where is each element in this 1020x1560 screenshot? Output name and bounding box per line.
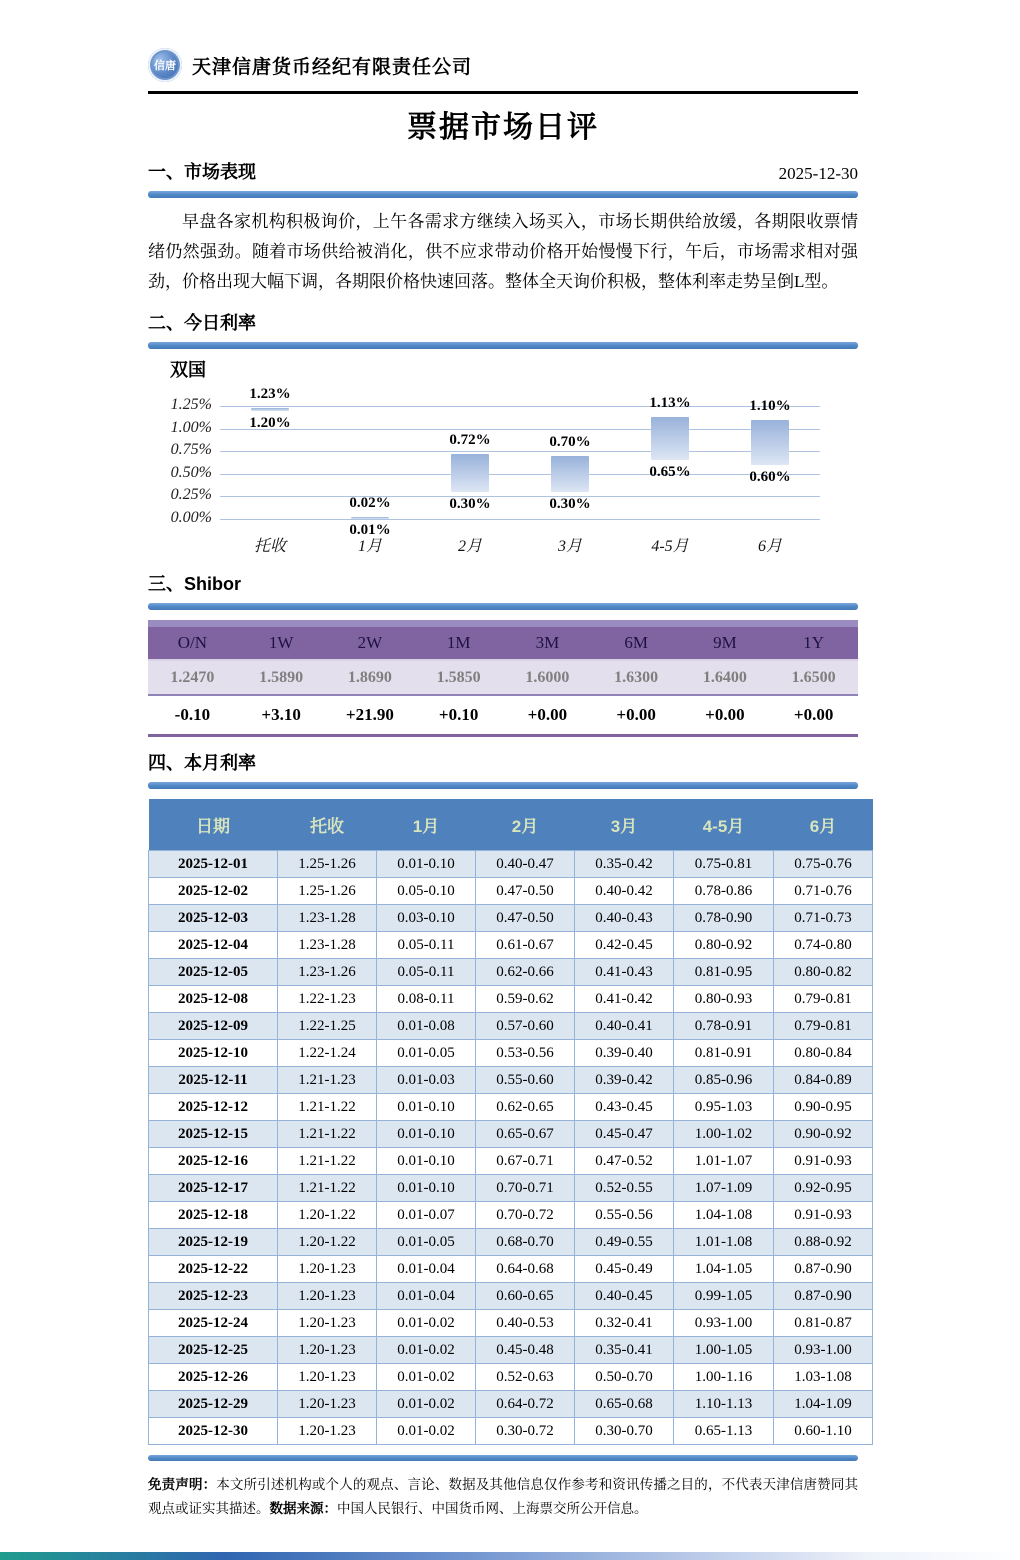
monthly-rate-cell: 0.39-0.42 [575, 1067, 674, 1094]
monthly-rate-cell: 0.59-0.62 [476, 986, 575, 1013]
monthly-date-cell: 2025-12-15 [149, 1121, 278, 1148]
footer-rule [148, 1455, 858, 1461]
section-rule [148, 603, 858, 610]
monthly-date-cell: 2025-12-19 [149, 1229, 278, 1256]
monthly-row [149, 1067, 873, 1094]
chart-gridline [220, 496, 820, 497]
monthly-rate-cell: 0.80-0.84 [774, 1040, 873, 1067]
monthly-rate-cell: 1.21-1.22 [278, 1094, 377, 1121]
monthly-rate-cell: 0.55-0.56 [575, 1202, 674, 1229]
company-name: 天津信唐货币经纪有限责任公司 [192, 56, 473, 78]
monthly-rate-cell: 0.30-0.70 [575, 1418, 674, 1445]
bar-low-label: 1.20% [249, 414, 291, 431]
monthly-rate-cell: 0.01-0.08 [377, 1013, 476, 1040]
monthly-date-cell: 2025-12-03 [149, 905, 278, 932]
monthly-column-header: 托收 [278, 799, 377, 851]
shibor-tenor-cell: 3M [503, 624, 592, 661]
chart-y-tick-label: 0.75% [170, 441, 212, 459]
monthly-row [149, 851, 873, 878]
monthly-row [149, 1256, 873, 1283]
shibor-rate-cell: 1.6500 [769, 660, 858, 695]
report-header [148, 0, 858, 86]
monthly-rate-cell: 0.65-0.68 [575, 1391, 674, 1418]
range-bar [551, 456, 589, 492]
range-bar [651, 417, 689, 460]
monthly-rate-cell: 0.80-0.92 [674, 932, 774, 959]
bar-high-label: 0.72% [449, 431, 491, 448]
monthly-rate-cell: 0.91-0.93 [774, 1148, 873, 1175]
monthly-rate-cell: 0.40-0.43 [575, 905, 674, 932]
monthly-date-cell: 2025-12-25 [149, 1337, 278, 1364]
monthly-rate-cell: 1.03-1.08 [774, 1364, 873, 1391]
monthly-row [149, 1364, 873, 1391]
shibor-change-cell: +0.00 [592, 695, 681, 736]
monthly-rate-cell: 0.79-0.81 [774, 1013, 873, 1040]
monthly-rate-cell: 1.22-1.23 [278, 986, 377, 1013]
range-bar [351, 517, 389, 519]
today-rates-range-chart [148, 356, 858, 558]
monthly-rate-cell: 0.01-0.02 [377, 1337, 476, 1364]
monthly-rate-cell: 0.47-0.50 [476, 878, 575, 905]
monthly-rate-cell: 0.64-0.72 [476, 1391, 575, 1418]
monthly-date-cell: 2025-12-04 [149, 932, 278, 959]
monthly-rate-cell: 0.87-0.90 [774, 1256, 873, 1283]
monthly-rate-cell: 0.60-1.10 [774, 1418, 873, 1445]
monthly-rate-cell: 1.22-1.24 [278, 1040, 377, 1067]
shibor-row [148, 624, 858, 661]
monthly-rate-cell: 1.23-1.26 [278, 959, 377, 986]
monthly-rate-cell: 0.75-0.76 [774, 851, 873, 878]
chart-y-tick-label: 1.00% [170, 418, 212, 436]
shibor-change-cell: +0.00 [769, 695, 858, 736]
monthly-date-cell: 2025-12-18 [149, 1202, 278, 1229]
monthly-row [149, 1391, 873, 1418]
chart-legend: 双国 [170, 360, 206, 380]
shibor-change-cell: -0.10 [148, 695, 237, 736]
chart-gridline [220, 519, 820, 520]
bar-high-label: 1.13% [649, 394, 691, 411]
monthly-rate-cell: 1.10-1.13 [674, 1391, 774, 1418]
shibor-rate-cell: 1.6400 [681, 660, 770, 695]
shibor-change-cell: +21.90 [326, 695, 415, 736]
chart-y-tick-label: 0.00% [170, 509, 212, 526]
monthly-row [149, 1013, 873, 1040]
shibor-rate-cell: 1.5890 [237, 660, 326, 695]
monthly-date-cell: 2025-12-10 [149, 1040, 278, 1067]
monthly-rate-cell: 0.43-0.45 [575, 1094, 674, 1121]
monthly-rate-cell: 0.67-0.71 [476, 1148, 575, 1175]
monthly-row [149, 1202, 873, 1229]
bar-low-label: 0.30% [449, 495, 491, 512]
monthly-rate-cell: 1.20-1.23 [278, 1391, 377, 1418]
monthly-date-cell: 2025-12-30 [149, 1418, 278, 1445]
monthly-rate-cell: 0.45-0.47 [575, 1121, 674, 1148]
monthly-row [149, 1337, 873, 1364]
footer-gradient-bar [0, 1552, 1020, 1560]
monthly-rate-cell: 0.08-0.11 [377, 986, 476, 1013]
monthly-rate-cell: 0.99-1.05 [674, 1283, 774, 1310]
monthly-rate-cell: 0.42-0.45 [575, 932, 674, 959]
monthly-rate-cell: 1.21-1.23 [278, 1067, 377, 1094]
section-today-rates-header [148, 309, 858, 335]
monthly-rate-cell: 1.20-1.23 [278, 1337, 377, 1364]
monthly-rate-cell: 0.35-0.41 [575, 1337, 674, 1364]
chart-y-tick-label: 1.25% [170, 396, 212, 413]
monthly-rate-cell: 0.52-0.63 [476, 1364, 575, 1391]
monthly-row [149, 1121, 873, 1148]
source-label: 数据来源： [269, 1501, 337, 1516]
bar-low-label: 0.60% [749, 468, 791, 485]
bar-high-label: 0.70% [549, 433, 591, 450]
monthly-column-header: 4-5月 [674, 799, 774, 851]
monthly-rate-cell: 1.01-1.08 [674, 1229, 774, 1256]
bar-high-label: 1.23% [249, 385, 291, 402]
monthly-rate-cell: 0.93-1.00 [674, 1310, 774, 1337]
monthly-rate-cell: 0.70-0.72 [476, 1202, 575, 1229]
shibor-tenor-cell: 1W [237, 624, 326, 661]
monthly-rate-cell: 0.47-0.50 [476, 905, 575, 932]
monthly-rate-cell: 0.41-0.43 [575, 959, 674, 986]
monthly-rate-cell: 1.07-1.09 [674, 1175, 774, 1202]
monthly-rate-cell: 1.23-1.28 [278, 905, 377, 932]
monthly-row [149, 1418, 873, 1445]
monthly-rate-cell: 0.30-0.72 [476, 1418, 575, 1445]
monthly-date-cell: 2025-12-08 [149, 986, 278, 1013]
monthly-rate-cell: 1.25-1.26 [278, 878, 377, 905]
monthly-rate-cell: 0.52-0.55 [575, 1175, 674, 1202]
monthly-rate-cell: 0.40-0.41 [575, 1013, 674, 1040]
monthly-rate-cell: 0.61-0.67 [476, 932, 575, 959]
monthly-row [149, 986, 873, 1013]
monthly-rate-cell: 0.01-0.10 [377, 1121, 476, 1148]
monthly-rate-cell: 0.01-0.10 [377, 1148, 476, 1175]
monthly-rate-cell: 0.40-0.42 [575, 878, 674, 905]
report-date: 2025-12-30 [778, 164, 858, 183]
bar-high-label: 0.02% [349, 495, 391, 512]
monthly-rate-cell: 0.74-0.80 [774, 932, 873, 959]
monthly-date-cell: 2025-12-02 [149, 878, 278, 905]
monthly-rate-cell: 0.81-0.95 [674, 959, 774, 986]
source-text: 中国人民银行、中国货币网、上海票交所公开信息。 [337, 1501, 648, 1516]
monthly-date-cell: 2025-12-16 [149, 1148, 278, 1175]
chart-x-tick-label: 3月 [557, 538, 582, 555]
monthly-rate-cell: 0.95-1.03 [674, 1094, 774, 1121]
monthly-row [149, 959, 873, 986]
monthly-rate-cell: 0.64-0.68 [476, 1256, 575, 1283]
monthly-rate-cell: 1.20-1.23 [278, 1283, 377, 1310]
shibor-change-cell: +0.00 [503, 695, 592, 736]
monthly-date-cell: 2025-12-12 [149, 1094, 278, 1121]
monthly-rate-cell: 0.65-1.13 [674, 1418, 774, 1445]
monthly-rate-cell: 0.57-0.60 [476, 1013, 575, 1040]
section-shibor-label: 三、Shibor [148, 574, 241, 594]
monthly-rate-cell: 0.35-0.42 [575, 851, 674, 878]
monthly-column-header: 6月 [774, 799, 873, 851]
section-market-label: 一、市场表现 [148, 162, 256, 182]
shibor-tenor-cell: 9M [681, 624, 770, 661]
disclaimer [148, 1473, 858, 1521]
monthly-row [149, 1310, 873, 1337]
monthly-rate-cell: 0.81-0.91 [674, 1040, 774, 1067]
chart-x-tick-label: 2月 [457, 538, 482, 555]
monthly-date-cell: 2025-12-17 [149, 1175, 278, 1202]
monthly-rate-cell: 0.32-0.41 [575, 1310, 674, 1337]
monthly-rate-cell: 1.00-1.16 [674, 1364, 774, 1391]
market-commentary: 早盘各家机构积极询价，上午各需求方继续入场买入，市场长期供给放缓，各期限收票情绪仍然强劲。随着市场供给被消化，供不应求带动价格开始慢慢下行，午后，市场需求相对强劲，价格出现大幅下调，各期限价格快速回落。整体全天询价积极，整体利率走势呈倒L型。 [148, 212, 858, 291]
chart-y-tick-label: 0.25% [170, 486, 212, 504]
monthly-rate-cell: 0.84-0.89 [774, 1067, 873, 1094]
chart-x-tick-label: 4-5月 [651, 538, 689, 555]
monthly-rate-cell: 0.05-0.10 [377, 878, 476, 905]
monthly-rate-cell: 0.91-0.93 [774, 1202, 873, 1229]
monthly-rate-cell: 0.78-0.86 [674, 878, 774, 905]
monthly-rate-cell: 1.00-1.02 [674, 1121, 774, 1148]
monthly-rate-cell: 0.01-0.10 [377, 851, 476, 878]
shibor-change-cell: +3.10 [237, 695, 326, 736]
monthly-rate-cell: 0.90-0.95 [774, 1094, 873, 1121]
shibor-rate-cell: 1.6000 [503, 660, 592, 695]
header-divider [148, 91, 858, 94]
bar-low-label: 0.01% [349, 522, 391, 539]
monthly-row [149, 1229, 873, 1256]
chart-x-tick-label: 6月 [757, 538, 782, 555]
monthly-rate-cell: 0.01-0.05 [377, 1229, 476, 1256]
monthly-rate-cell: 0.88-0.92 [774, 1229, 873, 1256]
monthly-rate-cell: 0.45-0.49 [575, 1256, 674, 1283]
monthly-rate-cell: 1.20-1.23 [278, 1310, 377, 1337]
monthly-rate-cell: 1.21-1.22 [278, 1121, 377, 1148]
monthly-rates-table [148, 799, 873, 1445]
monthly-date-cell: 2025-12-11 [149, 1067, 278, 1094]
monthly-rate-cell: 1.20-1.22 [278, 1202, 377, 1229]
shibor-row [148, 660, 858, 695]
section-shibor-header [148, 570, 858, 596]
monthly-date-cell: 2025-12-24 [149, 1310, 278, 1337]
monthly-rate-cell: 0.53-0.56 [476, 1040, 575, 1067]
monthly-rate-cell: 1.04-1.05 [674, 1256, 774, 1283]
monthly-date-cell: 2025-12-22 [149, 1256, 278, 1283]
range-bar [751, 420, 789, 465]
chart-gridline [220, 451, 820, 452]
shibor-change-cell: +0.00 [681, 695, 770, 736]
monthly-column-header: 3月 [575, 799, 674, 851]
monthly-rate-cell: 1.00-1.05 [674, 1337, 774, 1364]
monthly-rate-cell: 0.70-0.71 [476, 1175, 575, 1202]
monthly-column-header: 2月 [476, 799, 575, 851]
monthly-rate-cell: 0.05-0.11 [377, 959, 476, 986]
monthly-row [149, 1175, 873, 1202]
monthly-rate-cell: 0.41-0.42 [575, 986, 674, 1013]
range-bar [251, 408, 289, 411]
monthly-rate-cell: 1.01-1.07 [674, 1148, 774, 1175]
monthly-rate-cell: 0.75-0.81 [674, 851, 774, 878]
monthly-rate-cell: 0.01-0.10 [377, 1175, 476, 1202]
monthly-row [149, 1094, 873, 1121]
monthly-rate-cell: 0.40-0.53 [476, 1310, 575, 1337]
monthly-rate-cell: 0.71-0.73 [774, 905, 873, 932]
monthly-date-cell: 2025-12-23 [149, 1283, 278, 1310]
monthly-rate-cell: 0.01-0.07 [377, 1202, 476, 1229]
monthly-row [149, 1283, 873, 1310]
monthly-column-header: 日期 [149, 799, 278, 851]
monthly-rate-cell: 0.93-1.00 [774, 1337, 873, 1364]
shibor-tenor-cell: 2W [326, 624, 415, 661]
monthly-rate-cell: 0.87-0.90 [774, 1283, 873, 1310]
monthly-rate-cell: 1.23-1.28 [278, 932, 377, 959]
monthly-rate-cell: 0.78-0.91 [674, 1013, 774, 1040]
monthly-rate-cell: 1.20-1.22 [278, 1229, 377, 1256]
monthly-rate-cell: 0.01-0.02 [377, 1310, 476, 1337]
monthly-rate-cell: 0.92-0.95 [774, 1175, 873, 1202]
disclaimer-text: 本文所引述机构或个人的观点、言论、数据及其他信息仅作参考和资讯传播之目的，不代表天津信唐赞同其观点或证实其描述。 [148, 1477, 859, 1516]
section-rule [148, 782, 858, 789]
monthly-date-cell: 2025-12-09 [149, 1013, 278, 1040]
monthly-rate-cell: 1.20-1.23 [278, 1364, 377, 1391]
shibor-table [148, 620, 858, 737]
monthly-rate-cell: 0.81-0.87 [774, 1310, 873, 1337]
monthly-rate-cell: 0.39-0.40 [575, 1040, 674, 1067]
monthly-rate-cell: 0.01-0.02 [377, 1364, 476, 1391]
monthly-rate-cell: 1.20-1.23 [278, 1256, 377, 1283]
section-monthly-header [148, 749, 858, 775]
company-logo-icon [148, 48, 182, 82]
monthly-row [149, 905, 873, 932]
chart-x-tick-label: 托收 [253, 538, 286, 555]
monthly-rate-cell: 1.25-1.26 [278, 851, 377, 878]
monthly-rate-cell: 0.62-0.66 [476, 959, 575, 986]
shibor-row [148, 695, 858, 736]
monthly-rate-cell: 0.01-0.04 [377, 1256, 476, 1283]
monthly-rate-cell: 0.01-0.02 [377, 1391, 476, 1418]
company-logo-text: 信唐 [154, 60, 176, 72]
monthly-rate-cell: 0.50-0.70 [575, 1364, 674, 1391]
shibor-rate-cell: 1.6300 [592, 660, 681, 695]
range-bar [451, 454, 489, 492]
monthly-row [149, 1148, 873, 1175]
monthly-rate-cell: 0.01-0.10 [377, 1094, 476, 1121]
monthly-date-cell: 2025-12-26 [149, 1364, 278, 1391]
monthly-rate-cell: 1.20-1.23 [278, 1418, 377, 1445]
monthly-rate-cell: 0.05-0.11 [377, 932, 476, 959]
monthly-rate-cell: 0.80-0.82 [774, 959, 873, 986]
monthly-rate-cell: 0.01-0.03 [377, 1067, 476, 1094]
monthly-rate-cell: 0.03-0.10 [377, 905, 476, 932]
section-rule [148, 342, 858, 349]
monthly-rate-cell: 1.04-1.09 [774, 1391, 873, 1418]
monthly-rate-cell: 0.55-0.60 [476, 1067, 575, 1094]
monthly-rate-cell: 0.90-0.92 [774, 1121, 873, 1148]
shibor-rate-cell: 1.8690 [326, 660, 415, 695]
monthly-rate-cell: 1.22-1.25 [278, 1013, 377, 1040]
shibor-tenor-cell: 1M [414, 624, 503, 661]
monthly-row [149, 878, 873, 905]
monthly-rate-cell: 0.71-0.76 [774, 878, 873, 905]
section-today-rates-label: 二、今日利率 [148, 313, 256, 333]
monthly-rate-cell: 1.04-1.08 [674, 1202, 774, 1229]
monthly-rate-cell: 0.45-0.48 [476, 1337, 575, 1364]
shibor-tenor-cell: 6M [592, 624, 681, 661]
page-title: 票据市场日评 [407, 111, 599, 144]
monthly-row [149, 1040, 873, 1067]
monthly-rate-cell: 0.60-0.65 [476, 1283, 575, 1310]
bar-low-label: 0.65% [649, 464, 691, 481]
monthly-rate-cell: 0.47-0.52 [575, 1148, 674, 1175]
shibor-tenor-cell: 1Y [769, 624, 858, 661]
disclaimer-label: 免责声明： [148, 1477, 217, 1492]
section-market-header [148, 158, 858, 184]
monthly-rate-cell: 0.65-0.67 [476, 1121, 575, 1148]
shibor-rate-cell: 1.5850 [414, 660, 503, 695]
shibor-tenor-cell: O/N [148, 624, 237, 661]
monthly-rate-cell: 0.40-0.45 [575, 1283, 674, 1310]
bar-low-label: 0.30% [549, 495, 591, 512]
monthly-rate-cell: 0.01-0.02 [377, 1418, 476, 1445]
monthly-rate-cell: 0.40-0.47 [476, 851, 575, 878]
monthly-rate-cell: 0.85-0.96 [674, 1067, 774, 1094]
monthly-rate-cell: 0.78-0.90 [674, 905, 774, 932]
chart-y-tick-label: 0.50% [170, 463, 212, 481]
monthly-date-cell: 2025-12-29 [149, 1391, 278, 1418]
monthly-row [149, 932, 873, 959]
monthly-rate-cell: 0.49-0.55 [575, 1229, 674, 1256]
monthly-rate-cell: 0.62-0.65 [476, 1094, 575, 1121]
bar-high-label: 1.10% [749, 397, 791, 414]
monthly-rate-cell: 0.79-0.81 [774, 986, 873, 1013]
monthly-rate-cell: 0.68-0.70 [476, 1229, 575, 1256]
monthly-column-header: 1月 [377, 799, 476, 851]
monthly-rate-cell: 1.21-1.22 [278, 1148, 377, 1175]
shibor-rate-cell: 1.2470 [148, 660, 237, 695]
monthly-date-cell: 2025-12-01 [149, 851, 278, 878]
monthly-rate-cell: 0.01-0.04 [377, 1283, 476, 1310]
monthly-date-cell: 2025-12-05 [149, 959, 278, 986]
monthly-rate-cell: 0.80-0.93 [674, 986, 774, 1013]
chart-x-tick-label: 1月 [357, 538, 382, 555]
monthly-header-row [149, 799, 873, 851]
section-monthly-label: 四、本月利率 [148, 753, 256, 773]
monthly-rate-cell: 0.01-0.05 [377, 1040, 476, 1067]
shibor-change-cell: +0.10 [414, 695, 503, 736]
section-rule [148, 191, 858, 198]
monthly-rate-cell: 1.21-1.22 [278, 1175, 377, 1202]
